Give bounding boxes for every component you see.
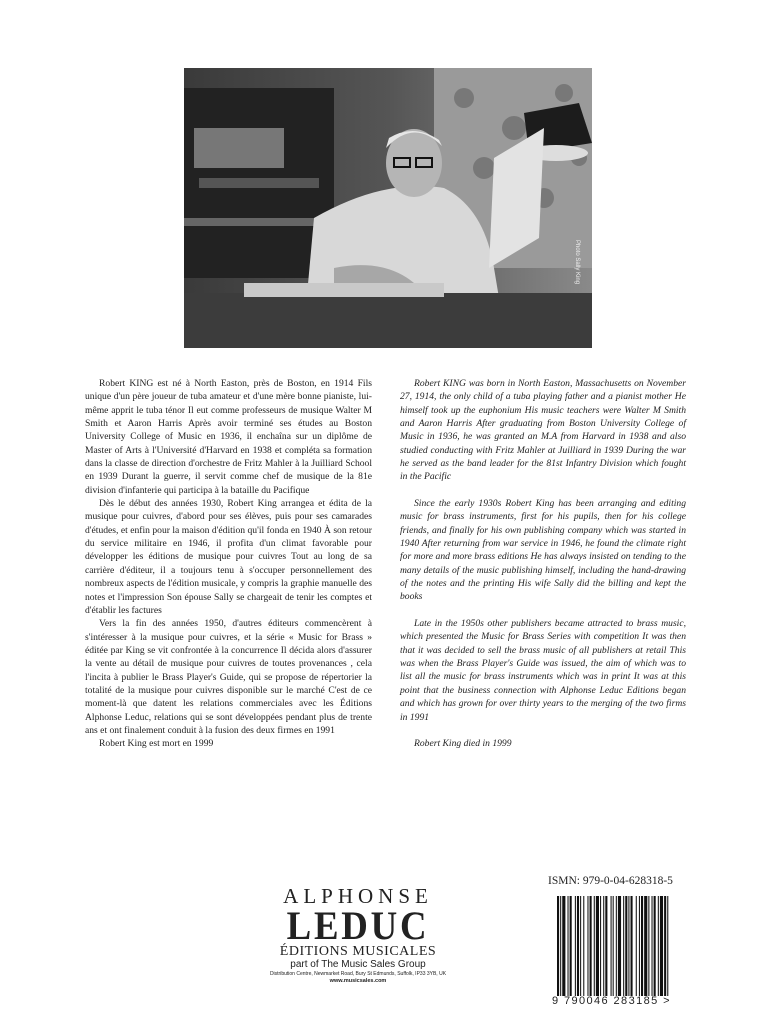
barcode-bar [628,896,629,996]
barcode-bar [623,896,624,996]
logo-top-text: ALPHONSE [283,884,433,908]
barcode-bar [575,896,576,996]
barcode-bar [557,896,559,996]
barcode-bar [596,896,599,996]
barcode-bar [577,896,579,996]
barcode-bar [583,896,584,996]
barcode-bar [654,896,656,996]
barcode-bar [603,896,604,996]
barcode-bar [568,896,569,996]
barcode-bar [587,896,588,996]
barcode-bar [636,896,637,996]
barcode-bar [590,896,592,996]
barcode-bar [625,896,627,996]
barcode-bar [648,896,649,996]
barcode-bar [570,896,572,996]
barcode-bar [594,896,595,996]
publisher-logo [258,885,458,985]
logo-sub-text: ÉDITIONS MUSICALES [279,944,437,959]
barcode-bar [618,896,621,996]
english-paragraph: Late in the 1950s other publishers became attracted to brass music, which presented the Music for Brass Series with competition It was then that it was decided to sell the brass music of all publishers at retail This was when the Brass Player's Guide was issued, the aim of which was to list all the music for brass instruments which was in print It was at this point that the business connection with Alphonse Leduc Editions began and which has grown for over thirty years to the merging of the two firms in 1991 [400,618,686,723]
photo-image [184,68,592,348]
barcode-bar [580,896,581,996]
barcode-image [557,896,701,996]
barcode-bar [605,896,607,996]
french-paragraph: Vers la fin des années 1950, d'autres éditeurs commencèrent à s'intéresser à la musique pour cuivres, et la série « Music for Brass » éditée par King se vit confrontée à la concurrence Il décida alors d'assurer la vente au détail de musique pour cuivres de toutes provenances , cela l'incita à publier le Brass Player's Guide, qui se propose de répertorier la totalité de la musique pour cuivres disponible sur le marché C'est de ce moment-là que datent les relations commerciales avec les Éditions Alphonse Leduc, relations qui se sont développées pendant plus de trente ans et ont finalement conduit à la fusion des deux firmes en 1991 [85,618,372,736]
barcode-bar [667,896,668,996]
barcode-bar [560,896,561,996]
logo-website: www.musicsales.com [329,978,387,984]
logo-main-text: LEDUC [286,903,430,948]
logo-group-text: part of The Music Sales Group [290,959,426,970]
barcode-bar [600,896,601,996]
english-paragraph: Robert KING was born in North Easton, Massachusetts on November 27, 1914, the only child of a tuba playing father and a pianist mother He himself took up the euphonium His music teachers were Walter M Smith and Aaron Harris After graduating from Boston University College of Music in 1936, he was granted an M.A from Harvard in 1938 and also studied conducting with Fritz Mahler at Juilliard in 1939 During the war he served as the band leader for the 81st Infantry Division which fought in the Pacific [400,378,686,483]
barcode-bar [644,896,647,996]
barcode-bar [658,896,659,996]
english-paragraph: Since the early 1930s Robert King has been arranging and editing music for brass instruments, first for his pupils, then for his college friends, and finally for his own publishing company which was started in 1940 After returning from war service in 1946, he found the climate right for more and more brass editions He has always insisted on tending to the many details of the music publishing himself, including the hand-drawing of the notes and the printing His wife Sally did the billing and kept the books [400,498,686,603]
barcode-bar [641,896,643,996]
french-column [85,377,372,751]
barcode-bar [616,896,617,996]
barcode-bar [652,896,653,996]
english-paragraph: Robert King died in 1999 [414,738,512,750]
ismn-number: ISMN: 979-0-04-628318-5 [548,875,673,887]
french-paragraph: Dès le début des années 1930, Robert King arrangea et édita de la musique pour cuivres, d'abord pour ses élèves, puis pour ses camarades d'études, et enfin pour la maison d'édition qu'il fonda en 1940 À son retour du service militaire en 1946, il profita d'un climat favorable pour développer les éditions de musique pour cuivres Tout au long de sa carrière d'éditeur, il a toujours tenu à s'occuper personnellement des nombreux aspects de l'édition musicale, y compris la graphie manuelle des notes et l'impression Son épouse Sally se chargeait de tenir les comptes et d'établir les factures [85,498,372,616]
photo-credit: Photo Sally King [574,240,580,285]
barcode-digits: 9 790046 283185 > [552,995,671,1007]
french-paragraph: Robert KING est né à North Easton, près de Boston, en 1914 Fils unique d'un père joueur de tuba amateur et d'une mère bonne pianiste, lui-même apprit le tuba ténor Il eut comme professeurs de musique Walter M Smith et Aaron Harris Après avoir terminé ses études au Boston University College of Music en 1936, il enchaîna sur un diplôme de Master of Arts à l'Université d'Harvard en 1938 et compléta sa formation dans la classe de direction d'orchestre de Fritz Mahler à la Juilliard School en 1939 Durant la guerre, il servit comme chef de musique de la 81e division d'infanterie qui participa à la bataille du Pacifique [85,378,372,496]
english-column [400,377,686,764]
french-paragraph: Robert King est mort en 1999 [99,738,214,750]
barcode-bar [631,896,633,996]
author-photo [184,68,592,348]
barcode-bar [611,896,612,996]
barcode-bar [639,896,640,996]
logo-address: Distribution Centre, Newmarket Road, Bury St Edmunds, Suffolk, IP33 3YB, UK [269,971,447,977]
barcode-bar [660,896,663,996]
barcode-bar [664,896,666,996]
barcode-bar [562,896,565,996]
barcode-bar [613,896,614,996]
